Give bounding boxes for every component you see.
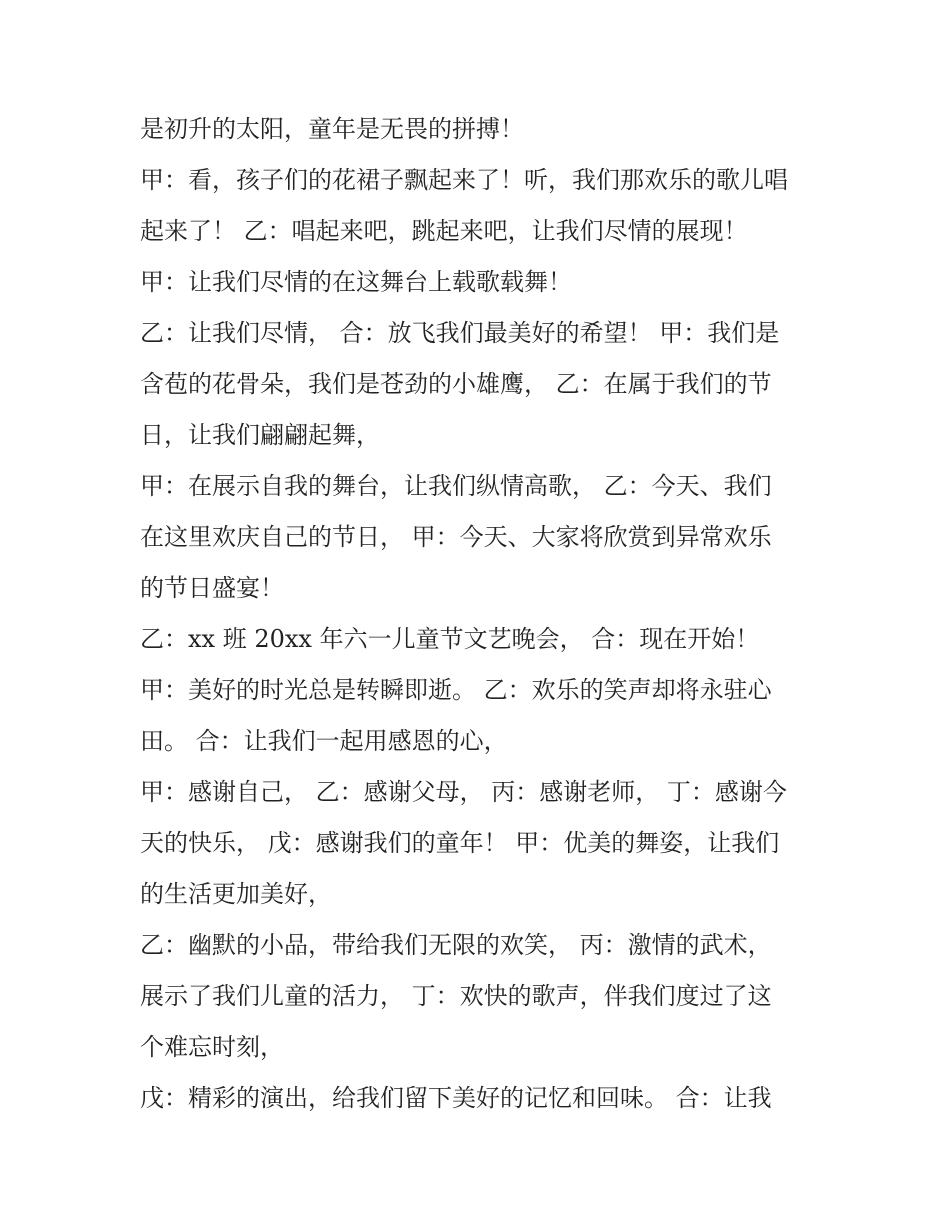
text-line: 日，让我们翩翩起舞， <box>140 421 380 449</box>
text-line: 甲：在展示自我的舞台，让我们纵情高歌， 乙：今天、我们 <box>140 472 772 500</box>
text-line: 甲：让我们尽情的在这舞台上载歌载舞！ <box>140 268 572 296</box>
text-line: 的节日盛宴！ <box>140 574 284 602</box>
text-line: 甲：看，孩子们的花裙子飘起来了！听，我们那欢乐的歌儿唱 <box>140 166 788 194</box>
text-line: 甲：美好的时光总是转瞬即逝。 乙：欢乐的笑声却将永驻心 <box>140 676 772 704</box>
text-line: 在这里欢庆自己的节日， 甲：今天、大家将欣赏到异常欢乐 <box>140 523 772 551</box>
text-line: 个难忘时刻， <box>140 1033 284 1061</box>
text-line: 乙：幽默的小品，带给我们无限的欢笑， 丙：激情的武术， <box>140 931 772 959</box>
document-body <box>140 107 830 1127</box>
text-line: 含苞的花骨朵，我们是苍劲的小雄鹰， 乙：在属于我们的节 <box>140 370 772 398</box>
text-line: 天的快乐， 戊：感谢我们的童年！ 甲：优美的舞姿，让我们 <box>140 829 780 857</box>
text-line: 戊：精彩的演出，给我们留下美好的记忆和回味。 合：让我 <box>140 1084 772 1112</box>
text-line: 乙：让我们尽情， 合：放飞我们最美好的希望！ 甲：我们是 <box>140 319 780 347</box>
text-line: 展示了我们儿童的活力， 丁：欢快的歌声，伴我们度过了这 <box>140 982 772 1010</box>
text-line: 甲：感谢自己， 乙：感谢父母， 丙：感谢老师， 丁：感谢今 <box>140 778 787 806</box>
text-line: 的生活更加美好， <box>140 880 332 908</box>
text-line: 起来了！ 乙：唱起来吧，跳起来吧，让我们尽情的展现！ <box>140 217 748 245</box>
text-line: 乙：xx 班 20xx 年六一儿童节文艺晚会， 合：现在开始！ <box>140 625 760 653</box>
text-line: 是初升的太阳，童年是无畏的拼搏！ <box>140 115 524 143</box>
text-line: 田。 合：让我们一起用感恩的心， <box>140 727 508 755</box>
